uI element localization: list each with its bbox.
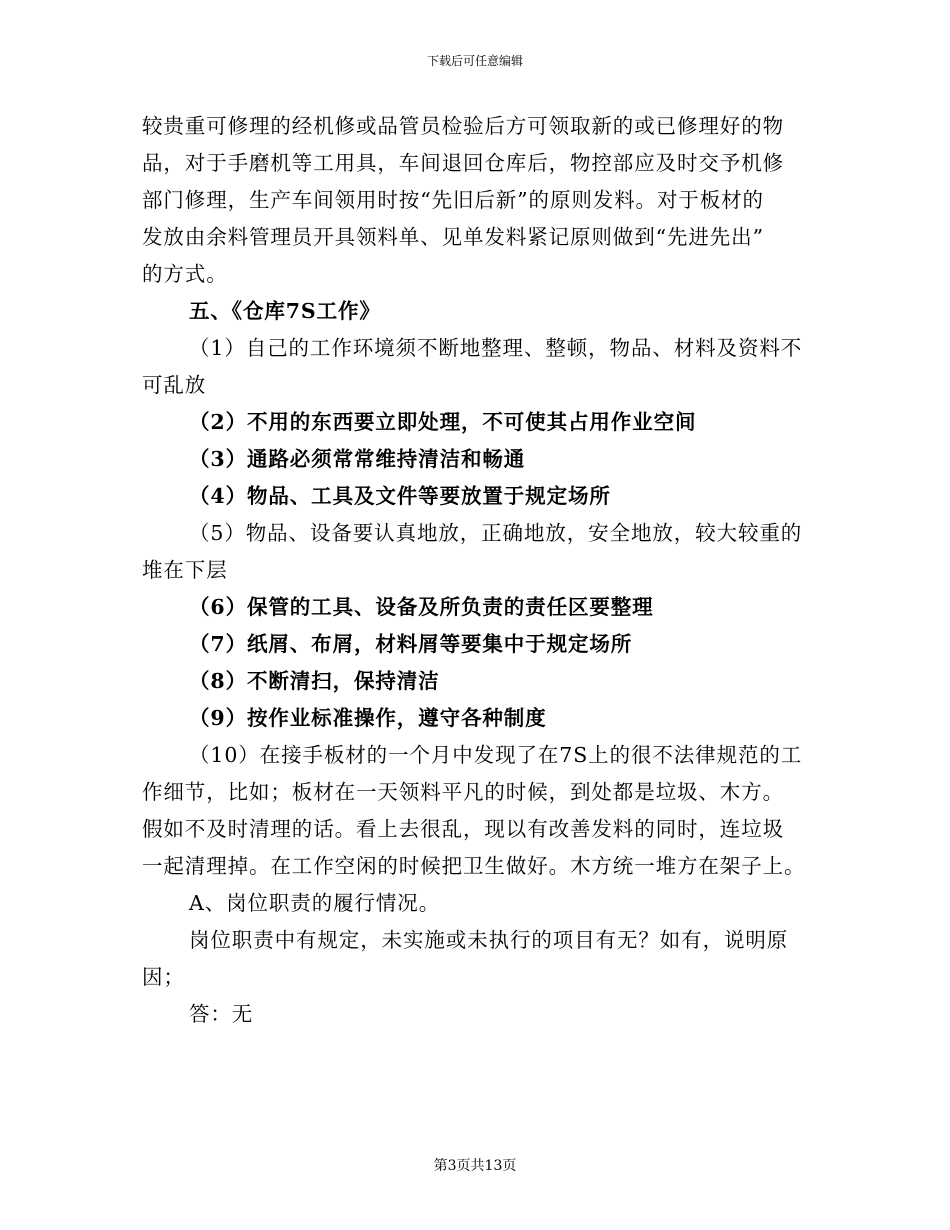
text-line: 一起清理掉。在工作空闲的时候把卫生做好。木方统一堆方在架子上。 [142, 854, 806, 878]
list-item: （2）不用的东西要立即处理，不可使其占用作业空间 [189, 410, 697, 434]
list-item: （6）保管的工具、设备及所负责的责任区要整理 [189, 595, 654, 619]
page-header: 下载后可任意编辑 [426, 54, 523, 68]
list-item: （4）物品、工具及文件等要放置于规定场所 [189, 484, 611, 508]
document-body [142, 108, 814, 1033]
list-item: （3）通路必须常常维持清洁和畅通 [189, 447, 526, 471]
text-line: 可乱放 [142, 373, 207, 397]
list-item: （8）不断清扫，保持清洁 [189, 669, 440, 693]
text-line: 堆在下层 [142, 558, 228, 582]
section-heading: 五、《仓库7S工作》 [189, 299, 381, 323]
text-line: 因； [142, 965, 185, 989]
text-line: 部门修理，生产车间领用时按“先旧后新”的原则发料。对于板材的 [142, 188, 764, 212]
text-line: 的方式。 [142, 262, 228, 286]
text-line: 作细节，比如；板材在一天领料平凡的时候，到处都是垃圾、木方。 [142, 780, 784, 804]
text-line: （1）自己的工作环境须不断地整理、整顿，物品、材料及资料不 [189, 336, 803, 360]
text-line: A、岗位职责的履行情况。 [189, 891, 441, 915]
text-line: 答：无 [189, 1002, 254, 1026]
text-line: 发放由余料管理员开具领料单、见单发料紧记原则做到“先进先出” [142, 225, 764, 249]
list-item: （9）按作业标准操作，遵守各种制度 [189, 706, 547, 730]
text-line: （10）在接手板材的一个月中发现了在7S上的很不法律规范的工 [189, 743, 803, 767]
page-footer: 第3页共13页 [433, 1158, 517, 1174]
text-line: （5）物品、设备要认真地放，正确地放，安全地放，较大较重的 [189, 521, 803, 545]
list-item: （7）纸屑、布屑，材料屑等要集中于规定场所 [189, 632, 633, 656]
text-line: 较贵重可修理的经机修或品管员检验后方可领取新的或已修理好的物 [142, 114, 784, 138]
text-line: 品，对于手磨机等工用具，车间退回仓库后，物控部应及时交予机修 [142, 151, 784, 175]
text-line: 假如不及时清理的话。看上去很乱，现以有改善发料的同时，连垃圾 [142, 817, 784, 841]
text-line: 岗位职责中有规定，未实施或未执行的项目有无？如有，说明原 [189, 928, 789, 952]
